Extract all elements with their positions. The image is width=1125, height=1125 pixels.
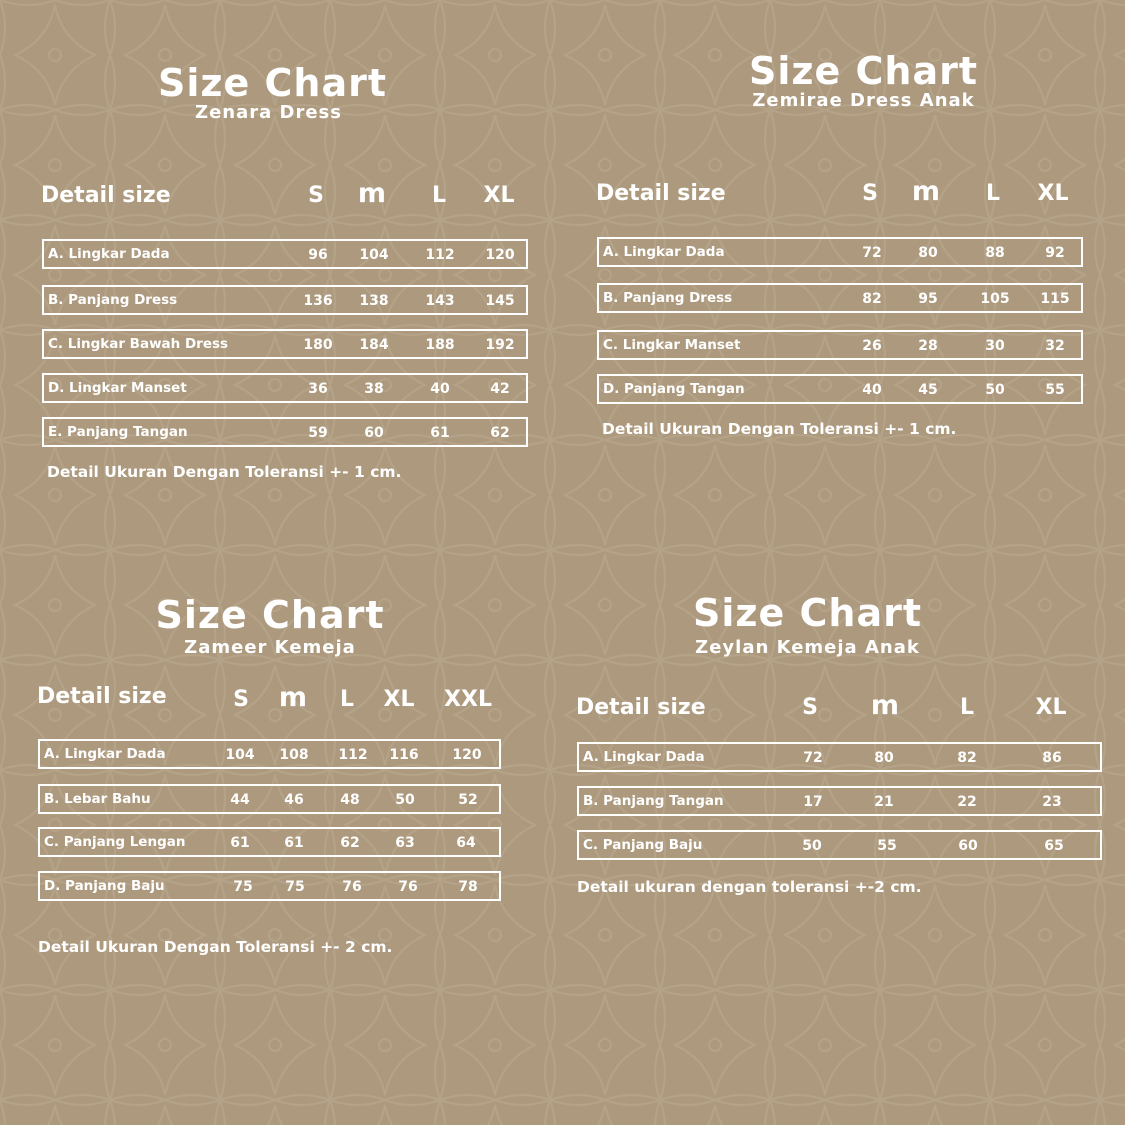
size-header-m: m (911, 176, 941, 207)
cell-s: 17 (803, 794, 823, 810)
chart-title: Size Chart (157, 61, 387, 105)
row-label: D. Panjang Tangan (603, 381, 745, 397)
table-row (577, 830, 1102, 860)
size-header-xl: XL (1037, 181, 1069, 206)
cell-m: 61 (284, 835, 304, 851)
cell-xl: 55 (1045, 382, 1065, 398)
row-label: B. Lebar Bahu (44, 791, 151, 807)
chart-title: Size Chart (748, 49, 978, 93)
cell-m: 138 (359, 293, 389, 309)
chart-subtitle: Zenara Dress (195, 102, 342, 123)
cell-l: 188 (425, 337, 455, 353)
cell-m: 80 (918, 245, 938, 261)
cell-m: 38 (364, 381, 384, 397)
row-label: C. Panjang Lengan (44, 834, 186, 850)
size-header-m: m (357, 178, 387, 209)
cell-xl: 115 (1040, 291, 1070, 307)
row-label: B. Panjang Tangan (583, 793, 724, 809)
cell-xl: 120 (485, 247, 515, 263)
table-row (577, 742, 1102, 772)
row-label: A. Lingkar Dada (583, 749, 705, 765)
cell-m: 108 (279, 747, 309, 763)
cell-s: 61 (230, 835, 250, 851)
cell-xl: 50 (395, 792, 415, 808)
cell-s: 180 (303, 337, 333, 353)
cell-l: 76 (342, 879, 362, 895)
cell-m: 184 (359, 337, 389, 353)
detail-size-header: Detail size (41, 183, 171, 208)
cell-s: 75 (233, 879, 253, 895)
detail-size-header: Detail size (596, 181, 726, 206)
cell-s: 72 (862, 245, 882, 261)
row-label: B. Panjang Dress (48, 292, 178, 308)
cell-s: 26 (862, 338, 882, 354)
tolerance-note: Detail ukuran dengan toleransi +-2 cm. (577, 878, 922, 896)
size-header-m: m (278, 682, 308, 713)
cell-m: 21 (874, 794, 894, 810)
cell-xl: 86 (1042, 750, 1062, 766)
size-header-xxl: XXL (444, 687, 492, 712)
row-label: B. Panjang Dress (603, 290, 733, 306)
chart-subtitle: Zeylan Kemeja Anak (695, 637, 920, 658)
cell-s: 59 (308, 425, 328, 441)
size-header-l: L (985, 181, 1001, 206)
cell-l: 143 (425, 293, 455, 309)
cell-xl: 92 (1045, 245, 1065, 261)
cell-l: 112 (425, 247, 455, 263)
size-header-s: S (233, 687, 249, 712)
cell-l: 105 (980, 291, 1010, 307)
row-label: D. Panjang Baju (44, 878, 165, 894)
cell-l: 82 (957, 750, 977, 766)
row-label: D. Lingkar Manset (48, 380, 187, 396)
detail-size-header: Detail size (37, 684, 167, 709)
cell-s: 72 (803, 750, 823, 766)
cell-m: 75 (285, 879, 305, 895)
cell-m: 46 (284, 792, 304, 808)
row-label: C. Lingkar Bawah Dress (48, 336, 229, 352)
size-header-xl: XL (483, 183, 515, 208)
row-label: A. Lingkar Dada (48, 246, 170, 262)
cell-m: 45 (918, 382, 938, 398)
cell-xl: 23 (1042, 794, 1062, 810)
cell-s: 96 (308, 247, 328, 263)
cell-l: 50 (985, 382, 1005, 398)
cell-s: 104 (225, 747, 255, 763)
cell-xl: 63 (395, 835, 415, 851)
cell-s: 136 (303, 293, 333, 309)
size-header-l: L (431, 183, 447, 208)
cell-m: 104 (359, 247, 389, 263)
cell-xl: 42 (490, 381, 510, 397)
cell-l: 30 (985, 338, 1005, 354)
size-header-xl: XL (1035, 695, 1067, 720)
size-header-s: S (802, 695, 818, 720)
cell-m: 60 (364, 425, 384, 441)
cell-m: 28 (918, 338, 938, 354)
cell-xxl: 78 (458, 879, 478, 895)
size-header-s: S (308, 183, 324, 208)
row-label: A. Lingkar Dada (603, 244, 725, 260)
size-header-l: L (339, 687, 355, 712)
cell-s: 36 (308, 381, 328, 397)
cell-xxl: 52 (458, 792, 478, 808)
cell-xl: 145 (485, 293, 515, 309)
cell-xl: 62 (490, 425, 510, 441)
cell-l: 88 (985, 245, 1005, 261)
table-row (577, 786, 1102, 816)
cell-xl: 32 (1045, 338, 1065, 354)
size-header-s: S (862, 181, 878, 206)
cell-xl: 76 (398, 879, 418, 895)
cell-m: 80 (874, 750, 894, 766)
cell-xxl: 64 (456, 835, 476, 851)
row-label: C. Panjang Baju (583, 837, 703, 853)
cell-l: 60 (958, 838, 978, 854)
cell-xl: 65 (1044, 838, 1064, 854)
cell-l: 22 (957, 794, 977, 810)
cell-l: 48 (340, 792, 360, 808)
cell-xxl: 120 (452, 747, 482, 763)
cell-s: 40 (862, 382, 882, 398)
tolerance-note: Detail Ukuran Dengan Toleransi +- 1 cm. (602, 420, 957, 438)
chart-subtitle: Zemirae Dress Anak (752, 90, 975, 111)
cell-xl: 116 (389, 747, 419, 763)
chart-subtitle: Zameer Kemeja (184, 637, 356, 658)
cell-m: 95 (918, 291, 938, 307)
cell-l: 40 (430, 381, 450, 397)
cell-s: 50 (802, 838, 822, 854)
size-header-l: L (959, 695, 975, 720)
cell-s: 82 (862, 291, 882, 307)
row-label: E. Panjang Tangan (48, 424, 188, 440)
cell-m: 55 (877, 838, 897, 854)
size-header-m: m (870, 690, 900, 721)
chart-title: Size Chart (155, 593, 385, 637)
row-label: A. Lingkar Dada (44, 746, 166, 762)
chart-title: Size Chart (692, 591, 922, 635)
cell-xl: 192 (485, 337, 515, 353)
tolerance-note: Detail Ukuran Dengan Toleransi +- 2 cm. (38, 938, 393, 956)
size-header-xl: XL (383, 687, 415, 712)
row-label: C. Lingkar Manset (603, 337, 741, 353)
cell-l: 62 (340, 835, 360, 851)
tolerance-note: Detail Ukuran Dengan Toleransi +- 1 cm. (47, 463, 402, 481)
cell-l: 112 (338, 747, 368, 763)
cell-l: 61 (430, 425, 450, 441)
cell-s: 44 (230, 792, 250, 808)
detail-size-header: Detail size (576, 695, 706, 720)
